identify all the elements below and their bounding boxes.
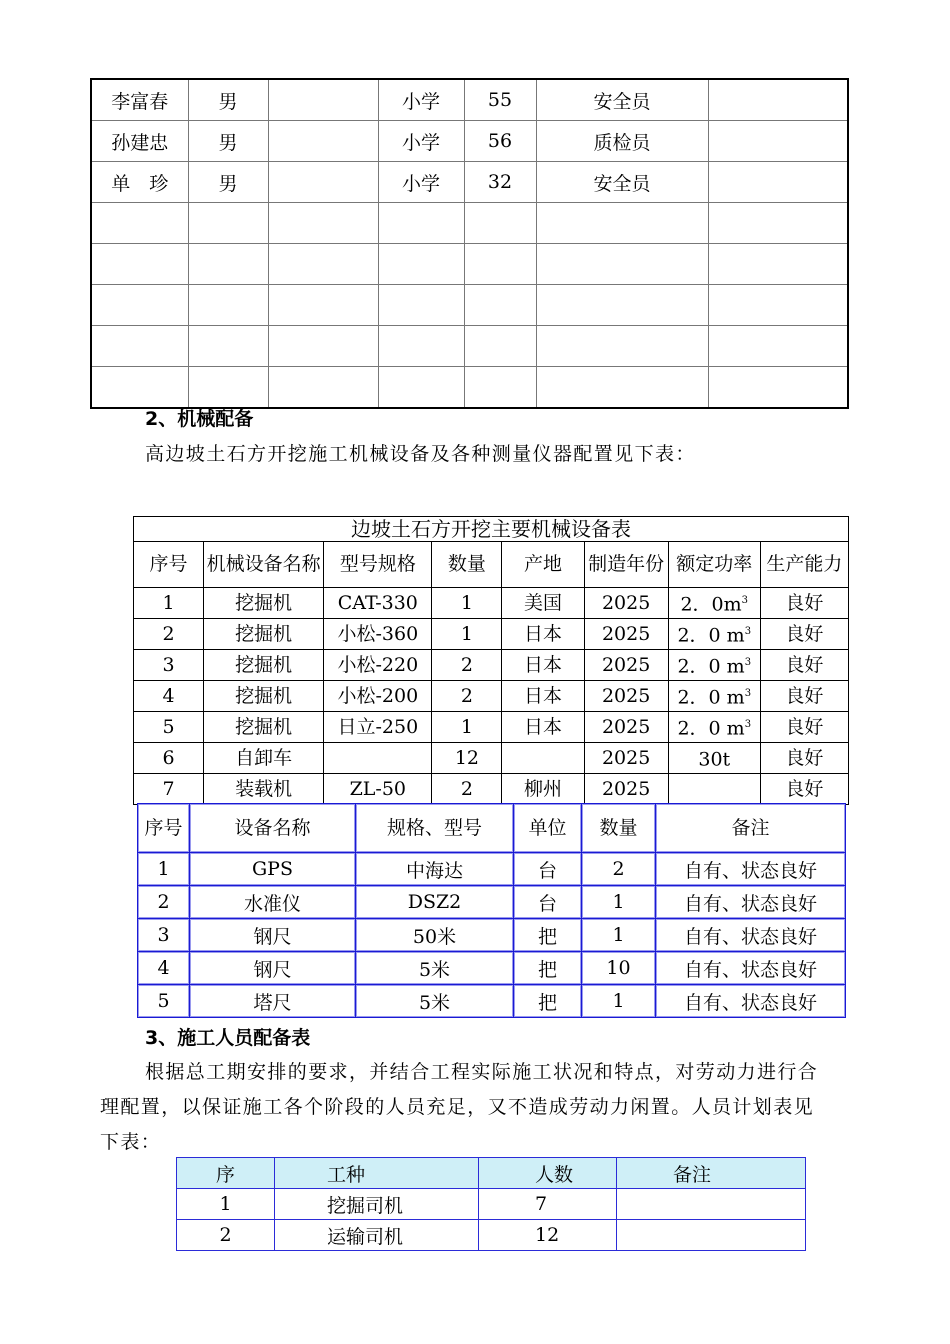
machinery-cell: 良好 — [760, 650, 848, 681]
labor-cell — [617, 1220, 806, 1251]
staff-cell — [91, 203, 188, 244]
machinery-cell: 2025 — [584, 619, 668, 650]
machinery-cell: 2 — [432, 650, 502, 681]
power-value: 2．0 m — [677, 624, 745, 647]
staff-cell — [188, 326, 268, 367]
machinery-header-cell: 生产能力 — [760, 542, 848, 588]
instrument-cell: 自有、状态良好 — [656, 853, 846, 886]
machinery-cell: 2025 — [584, 774, 668, 805]
staff-cell — [188, 367, 268, 409]
staff-cell: 小学 — [378, 79, 464, 121]
machinery-cell: 2025 — [584, 712, 668, 743]
staff-cell — [536, 367, 708, 409]
instrument-row — [138, 853, 846, 886]
labor-cell: 7 — [479, 1189, 617, 1220]
instrument-cell: 3 — [138, 919, 190, 952]
staff-cell — [464, 326, 536, 367]
labor-header-cell: 备注 — [617, 1158, 806, 1189]
staff-empty-row — [91, 367, 848, 409]
instrument-row — [138, 985, 846, 1018]
instrument-cell: 水准仪 — [190, 886, 356, 919]
staff-cell — [708, 367, 848, 409]
instrument-cell: 塔尺 — [190, 985, 356, 1018]
staff-cell — [91, 326, 188, 367]
machinery-table-body — [134, 517, 849, 805]
machinery-cell: 3 — [134, 650, 204, 681]
machinery-cell: 小松-220 — [324, 650, 432, 681]
machinery-cell: 柳州 — [502, 774, 584, 805]
instrument-header-row — [138, 804, 846, 853]
instrument-header-cell: 规格、型号 — [356, 804, 514, 853]
machinery-cell: 小松-200 — [324, 681, 432, 712]
instrument-cell: 钢尺 — [190, 952, 356, 985]
staff-cell — [536, 285, 708, 326]
machinery-cell: 日本 — [502, 650, 584, 681]
power-value: 2．0 m — [677, 717, 745, 740]
staff-empty-row — [91, 203, 848, 244]
labor-row — [177, 1220, 806, 1251]
staff-cell: 男 — [188, 121, 268, 162]
instrument-cell: 4 — [138, 952, 190, 985]
staff-cell — [378, 244, 464, 285]
instrument-cell: 自有、状态良好 — [656, 886, 846, 919]
machinery-cell: 挖掘机 — [204, 650, 324, 681]
staff-cell — [378, 203, 464, 244]
staff-empty-row — [91, 285, 848, 326]
staff-table — [90, 78, 849, 409]
machinery-row — [134, 681, 849, 712]
machinery-cell: 美国 — [502, 588, 584, 619]
instrument-cell: 50米 — [356, 919, 514, 952]
machinery-power-cell — [668, 650, 760, 681]
staff-cell — [268, 367, 378, 409]
power-value: 2．0 m — [677, 655, 745, 678]
staff-cell — [708, 79, 848, 121]
machinery-cell: 日本 — [502, 712, 584, 743]
instrument-cell: 自有、状态良好 — [656, 952, 846, 985]
staff-empty-row — [91, 244, 848, 285]
power-unit-exponent: 3 — [744, 719, 752, 731]
machinery-cell: 7 — [134, 774, 204, 805]
instrument-cell: 1 — [582, 985, 656, 1018]
instrument-cell: 1 — [582, 919, 656, 952]
instrument-table — [137, 803, 846, 1018]
staff-cell — [91, 244, 188, 285]
section-2-heading: 2、机械配备 — [145, 408, 254, 430]
labor-cell: 挖掘司机 — [275, 1189, 479, 1220]
instrument-row — [138, 952, 846, 985]
section-3-heading: 3、施工人员配备表 — [145, 1027, 311, 1049]
machinery-row — [134, 650, 849, 681]
staff-cell — [536, 244, 708, 285]
staff-cell — [378, 326, 464, 367]
machinery-cell: 2025 — [584, 650, 668, 681]
machinery-header-cell: 制造年份 — [584, 542, 668, 588]
instrument-cell: 自有、状态良好 — [656, 985, 846, 1018]
staff-cell — [91, 367, 188, 409]
machinery-power-cell — [668, 712, 760, 743]
machinery-power-cell — [668, 774, 760, 805]
machinery-row — [134, 588, 849, 619]
section-2-intro: 高边坡土石方开挖施工机械设备及各种测量仪器配置见下表： — [145, 443, 696, 465]
machinery-cell: 良好 — [760, 774, 848, 805]
machinery-row — [134, 743, 849, 774]
machinery-header-cell: 型号规格 — [324, 542, 432, 588]
staff-cell — [536, 203, 708, 244]
machinery-power-cell — [668, 619, 760, 650]
machinery-cell: 2025 — [584, 681, 668, 712]
instrument-cell: 把 — [514, 919, 582, 952]
machinery-header-row — [134, 542, 849, 588]
staff-cell — [268, 203, 378, 244]
staff-cell — [536, 326, 708, 367]
machinery-header-cell: 数量 — [432, 542, 502, 588]
staff-cell — [708, 203, 848, 244]
power-unit-exponent: 3 — [744, 688, 752, 700]
machinery-cell: 2025 — [584, 588, 668, 619]
staff-cell: 32 — [464, 162, 536, 203]
staff-cell — [464, 367, 536, 409]
machinery-cell: 良好 — [760, 588, 848, 619]
staff-row — [91, 121, 848, 162]
machinery-cell: 1 — [432, 619, 502, 650]
staff-cell: 小学 — [378, 121, 464, 162]
instrument-header-cell: 设备名称 — [190, 804, 356, 853]
instrument-cell: 1 — [138, 853, 190, 886]
labor-table-body — [177, 1158, 806, 1251]
instrument-cell: 把 — [514, 985, 582, 1018]
staff-cell — [188, 203, 268, 244]
instrument-cell: 5 — [138, 985, 190, 1018]
staff-cell: 男 — [188, 79, 268, 121]
machinery-cell: 5 — [134, 712, 204, 743]
machinery-power-cell — [668, 681, 760, 712]
instrument-row — [138, 886, 846, 919]
labor-header-row — [177, 1158, 806, 1189]
staff-cell — [708, 285, 848, 326]
instrument-header-cell: 单位 — [514, 804, 582, 853]
staff-cell — [378, 285, 464, 326]
machinery-cell: 挖掘机 — [204, 619, 324, 650]
staff-cell — [188, 285, 268, 326]
staff-cell — [91, 285, 188, 326]
machinery-cell: 良好 — [760, 712, 848, 743]
labor-header-cell: 序 — [177, 1158, 275, 1189]
machinery-cell: 1 — [432, 712, 502, 743]
machinery-cell: 4 — [134, 681, 204, 712]
section-3-para-line3: 下表： — [100, 1131, 162, 1153]
labor-cell: 1 — [177, 1189, 275, 1220]
machinery-cell: 2 — [432, 681, 502, 712]
machinery-cell — [324, 743, 432, 774]
machinery-cell: 2 — [134, 619, 204, 650]
instrument-cell: 5米 — [356, 952, 514, 985]
staff-cell — [268, 244, 378, 285]
labor-header-cell: 工种 — [275, 1158, 479, 1189]
machinery-cell — [502, 743, 584, 774]
machinery-header-cell: 产地 — [502, 542, 584, 588]
labor-cell — [617, 1189, 806, 1220]
machinery-cell: 挖掘机 — [204, 588, 324, 619]
instrument-cell: 钢尺 — [190, 919, 356, 952]
machinery-row — [134, 774, 849, 805]
staff-table-body — [91, 79, 848, 408]
machinery-cell: 良好 — [760, 743, 848, 774]
instrument-cell: GPS — [190, 853, 356, 886]
machinery-cell: 挖掘机 — [204, 712, 324, 743]
instrument-cell: 自有、状态良好 — [656, 919, 846, 952]
machinery-cell: 2025 — [584, 743, 668, 774]
labor-row — [177, 1189, 806, 1220]
staff-row — [91, 162, 848, 203]
machinery-cell: 12 — [432, 743, 502, 774]
machinery-cell: 1 — [134, 588, 204, 619]
power-value: 30t — [698, 748, 731, 771]
machinery-caption-row — [134, 517, 849, 542]
staff-cell — [378, 367, 464, 409]
power-value: 2．0 m — [677, 686, 745, 709]
machinery-cell: 1 — [432, 588, 502, 619]
instrument-cell: 台 — [514, 886, 582, 919]
machinery-cell: 装载机 — [204, 774, 324, 805]
machinery-cell: 6 — [134, 743, 204, 774]
machinery-power-cell — [668, 588, 760, 619]
machinery-cell: CAT-330 — [324, 588, 432, 619]
staff-empty-row — [91, 326, 848, 367]
machinery-cell: 良好 — [760, 681, 848, 712]
instrument-cell: 中海达 — [356, 853, 514, 886]
machinery-cell: 良好 — [760, 619, 848, 650]
instrument-table-body — [138, 804, 846, 1018]
staff-cell — [708, 244, 848, 285]
power-unit-exponent: 3 — [741, 595, 749, 607]
machinery-cell: 2 — [432, 774, 502, 805]
section-3-para-line1: 根据总工期安排的要求，并结合工程实际施工状况和特点，对劳动力进行合 — [145, 1061, 819, 1083]
instrument-cell: 5米 — [356, 985, 514, 1018]
staff-cell — [188, 244, 268, 285]
power-unit-exponent: 3 — [744, 626, 752, 638]
staff-cell — [464, 203, 536, 244]
machinery-cell: 自卸车 — [204, 743, 324, 774]
instrument-header-cell: 数量 — [582, 804, 656, 853]
section-3-para-line2: 理配置，以保证施工各个阶段的人员充足，又不造成劳动力闲置。人员计划表见 — [100, 1096, 815, 1118]
instrument-cell: 10 — [582, 952, 656, 985]
staff-cell — [268, 326, 378, 367]
staff-cell: 小学 — [378, 162, 464, 203]
machinery-cell: ZL-50 — [324, 774, 432, 805]
staff-cell — [708, 326, 848, 367]
instrument-cell: 2 — [138, 886, 190, 919]
instrument-cell: 台 — [514, 853, 582, 886]
machinery-table-caption: 边坡土石方开挖主要机械设备表 — [134, 517, 849, 542]
staff-cell — [464, 244, 536, 285]
machinery-cell: 日本 — [502, 619, 584, 650]
staff-row — [91, 79, 848, 121]
instrument-cell: 把 — [514, 952, 582, 985]
staff-cell — [708, 162, 848, 203]
machinery-table — [133, 516, 849, 805]
instrument-row — [138, 919, 846, 952]
power-value: 2．0m — [680, 593, 742, 616]
staff-cell: 单 珍 — [91, 162, 188, 203]
machinery-cell: 日立-250 — [324, 712, 432, 743]
staff-cell: 56 — [464, 121, 536, 162]
machinery-header-cell: 序号 — [134, 542, 204, 588]
staff-cell: 安全员 — [536, 79, 708, 121]
labor-cell: 2 — [177, 1220, 275, 1251]
staff-cell: 质检员 — [536, 121, 708, 162]
labor-header-cell: 人数 — [479, 1158, 617, 1189]
power-unit-exponent: 3 — [744, 657, 752, 669]
machinery-power-cell — [668, 743, 760, 774]
staff-cell — [268, 285, 378, 326]
staff-cell — [708, 121, 848, 162]
machinery-cell: 日本 — [502, 681, 584, 712]
machinery-cell: 挖掘机 — [204, 681, 324, 712]
machinery-cell: 小松-360 — [324, 619, 432, 650]
staff-cell — [268, 162, 378, 203]
staff-cell: 男 — [188, 162, 268, 203]
instrument-cell: 2 — [582, 853, 656, 886]
staff-cell: 安全员 — [536, 162, 708, 203]
instrument-header-cell: 备注 — [656, 804, 846, 853]
staff-cell: 孙建忠 — [91, 121, 188, 162]
machinery-header-cell: 机械设备名称 — [204, 542, 324, 588]
machinery-row — [134, 619, 849, 650]
staff-cell: 李富春 — [91, 79, 188, 121]
instrument-cell: 1 — [582, 886, 656, 919]
machinery-header-cell: 额定功率 — [668, 542, 760, 588]
staff-cell: 55 — [464, 79, 536, 121]
staff-cell — [464, 285, 536, 326]
staff-cell — [268, 79, 378, 121]
instrument-header-cell: 序号 — [138, 804, 190, 853]
labor-cell: 运输司机 — [275, 1220, 479, 1251]
machinery-row — [134, 712, 849, 743]
labor-cell: 12 — [479, 1220, 617, 1251]
labor-table — [176, 1157, 806, 1251]
staff-cell — [268, 121, 378, 162]
instrument-cell: DSZ2 — [356, 886, 514, 919]
